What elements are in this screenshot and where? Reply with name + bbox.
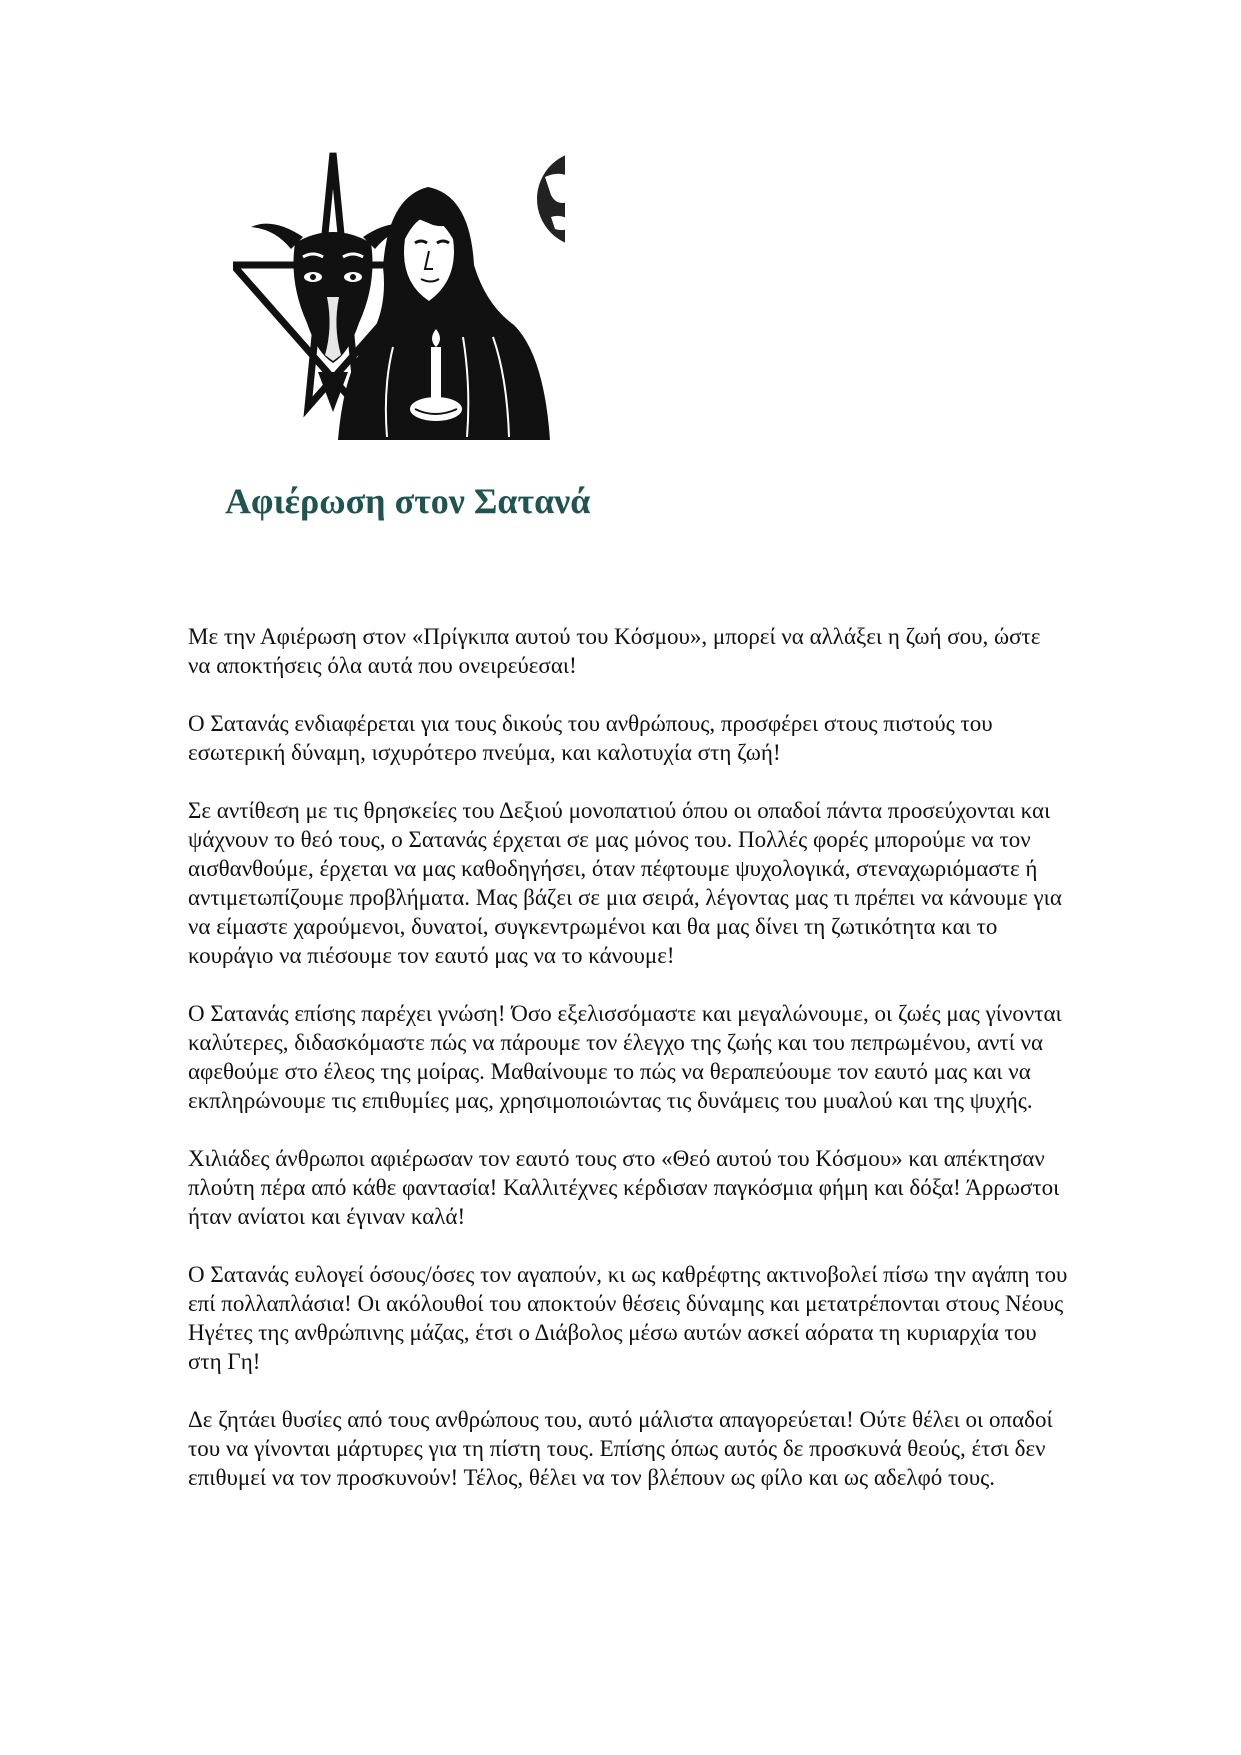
paragraph: Με την Αφιέρωση στον «Πρίγκιπα αυτού του Κόσμου», μπορεί να αλλάξει η ζωή σου, ώστε να αποκτήσεις όλα αυτά που ονειρεύεσαι! [188,624,1041,678]
document-title: Αφιέρωση στον Σατανά [225,481,591,521]
paragraph: Ο Σατανάς ενδιαφέρεται για τους δικούς του ανθρώπους, προσφέρει στους πιστούς του εσωτερική δύναμη, ισχυρότερο πνεύμα, και καλοτυχία στη ζωή! [188,711,993,765]
paragraph: Σε αντίθεση με τις θρησκείες του Δεξιού μονοπατιού όπου οι οπαδοί πάντα προσεύχονται και ψάχνουν το θεό τους, ο Σατανάς έρχεται σε μας μόνος του. Πολλές φορές μπορούμε να τον αισθανθούμε, έρχεται να μας καθοδηγήσει, όταν πέφτουμε ψυχολογικά, στεναχωριόμαστε ή αντιμετωπίζουμε προβλήματα. Μας βάζει σε μια σειρά, λέγοντας μας τι πρέπει να κάνουμε για να είμαστε χαρούμενοι, δυνατοί, συγκεντρωμένοι και θα μας δίνει τη ζωτικότητα και το κουράγιο να πιέσουμε τον εαυτό μας να το κάνουμε! [188,798,1062,968]
document-body [188,622,1068,1521]
pentagram-goat-hooded-figure-illustration-icon [233,147,565,440]
illustration [233,147,565,440]
paragraph: Ο Σατανάς ευλογεί όσους/όσες τον αγαπούν, κι ως καθρέφτης ακτινοβολεί πίσω την αγάπη του επί πολλαπλάσια! Οι ακόλουθοί του αποκτούν θέσεις δύναμης και μετατρέπονται στους Νέους Ηγέτες της ανθρώπινης μάζας, έτσι ο Διάβολος μέσω αυτών ασκεί αόρατα τη κυριαρχία του στη Γη! [188,1262,1068,1374]
paragraph: Ο Σατανάς επίσης παρέχει γνώση! Όσο εξελισσόμαστε και μεγαλώνουμε, οι ζωές μας γίνονται καλύτερες, διδασκόμαστε πώς να πάρουμε τον έλεγχο της ζωής και του πεπρωμένου, αντί να αφεθούμε στο έλεος της μοίρας. Μαθαίνουμε το πώς να θεραπεύουμε τον εαυτό μας και να εκπληρώνουμε τις επιθυμίες μας, χρησιμοποιώντας τις δυνάμεις του μυαλού και της ψυχής. [188,1001,1062,1113]
paragraph: Χιλιάδες άνθρωποι αφιέρωσαν τον εαυτό τους στο «Θεό αυτού του Κόσμου» και απέκτησαν πλούτη πέρα από κάθε φαντασία! Καλλιτέχνες κέρδισαν παγκόσμια φήμη και δόξα! Άρρωστοι ήταν ανίατοι και έγιναν καλά! [188,1146,1060,1229]
paragraph: Δε ζητάει θυσίες από τους ανθρώπους του, αυτό μάλιστα απαγορεύεται! Ούτε θέλει οι οπαδοί του να γίνονται μάρτυρες για τη πίστη τους. Επίσης όπως αυτός δε προσκυνά θεούς, έτσι δεν επιθυμεί να τον προσκυνούν! Τέλος, θέλει να τον βλέπουν ως φίλο και ως αδελφό τους. [188,1407,1053,1490]
